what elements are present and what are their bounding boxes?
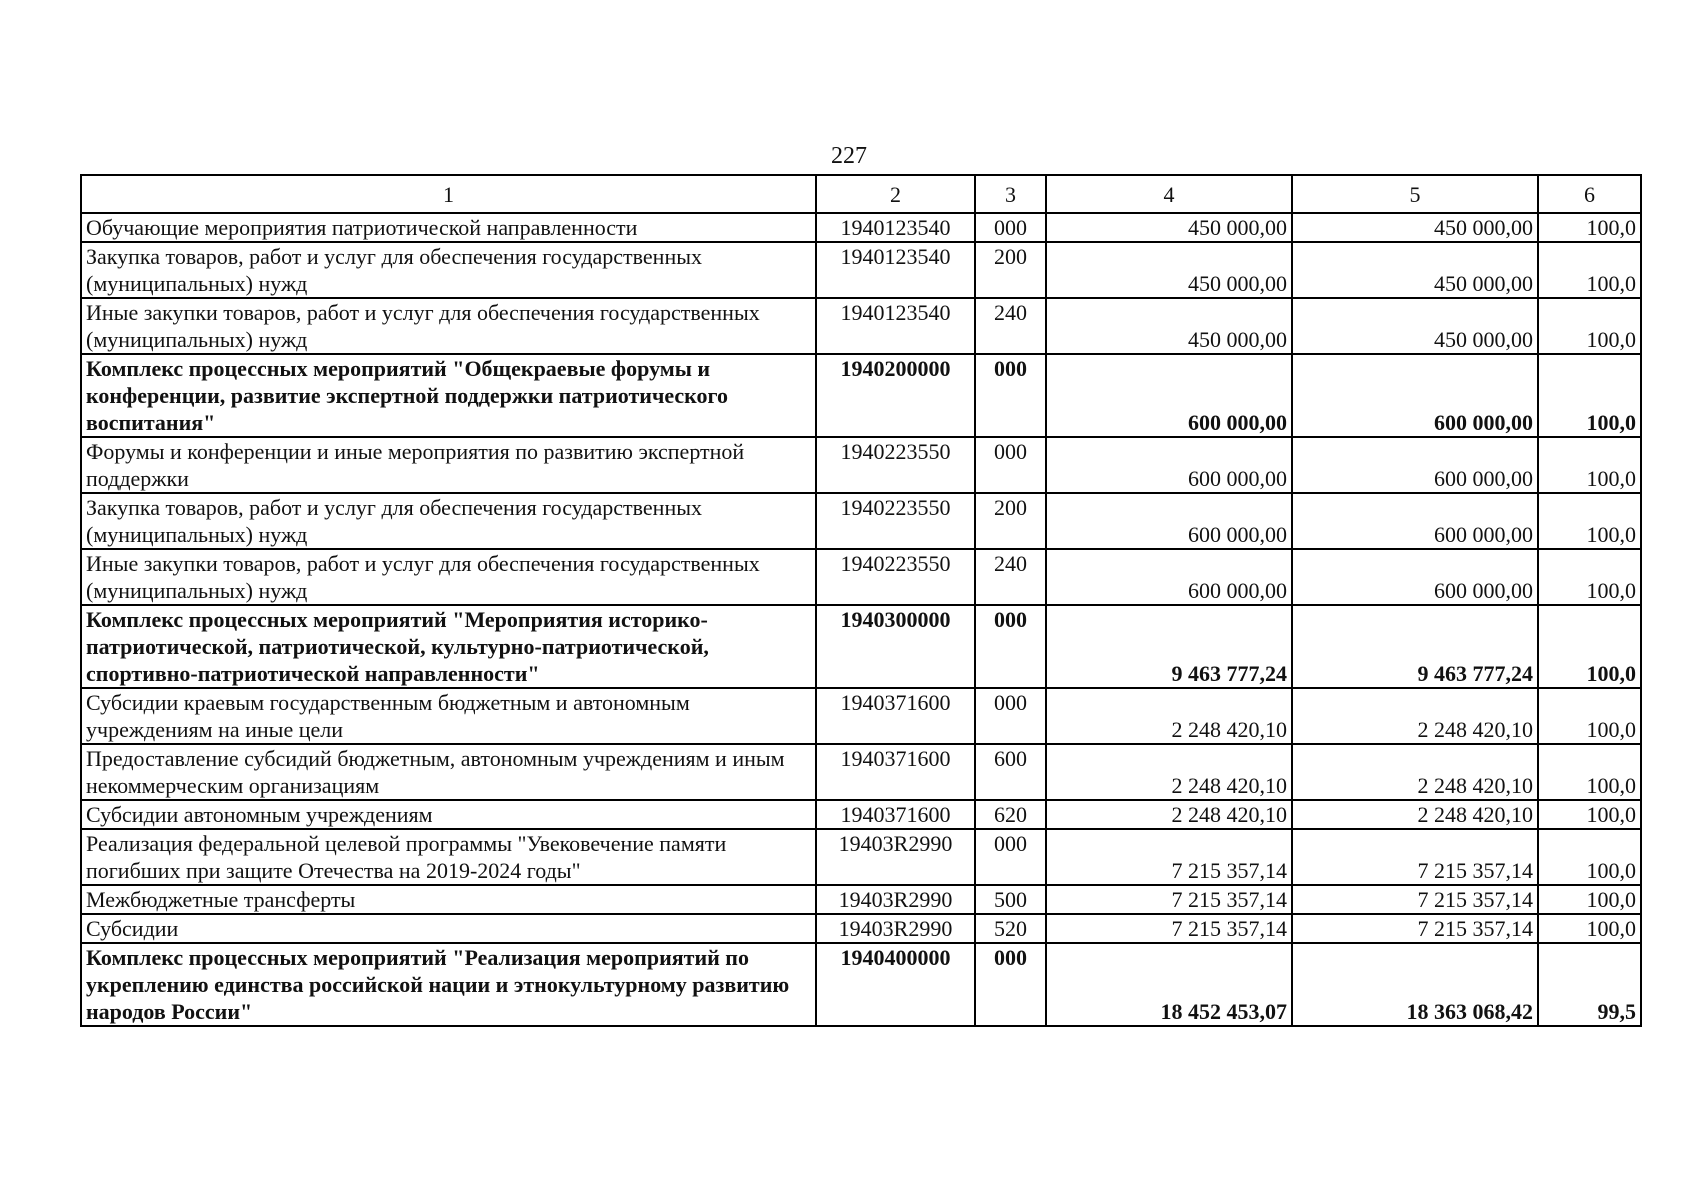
row-execution-percent: 100,0 xyxy=(1538,493,1641,549)
row-expense-type-code: 500 xyxy=(975,885,1046,914)
row-execution-percent: 100,0 xyxy=(1538,914,1641,943)
row-planned-amount: 7 215 357,14 xyxy=(1046,829,1292,885)
row-target-article-code: 1940223550 xyxy=(816,437,975,493)
table-row xyxy=(81,943,1641,1026)
table-row xyxy=(81,354,1641,437)
header-col-1: 1 xyxy=(81,175,816,213)
table-row xyxy=(81,605,1641,688)
table-row xyxy=(81,800,1641,829)
header-col-2: 2 xyxy=(816,175,975,213)
header-col-6: 6 xyxy=(1538,175,1641,213)
row-execution-percent: 100,0 xyxy=(1538,437,1641,493)
row-name-cell: Субсидии краевым государственным бюджетным и автономным учреждениям на иные цели xyxy=(81,688,816,744)
row-planned-amount: 2 248 420,10 xyxy=(1046,800,1292,829)
row-name-cell: Иные закупки товаров, работ и услуг для обеспечения государственных (муниципальных) нужд xyxy=(81,549,816,605)
row-name-cell: Комплекс процессных мероприятий "Общекраевые форумы и конференции, развитие экспертной поддержки патриотического воспитания" xyxy=(81,354,816,437)
row-expense-type-code: 000 xyxy=(975,354,1046,437)
row-name-cell: Межбюджетные трансферты xyxy=(81,885,816,914)
row-name-cell: Субсидии автономным учреждениям xyxy=(81,800,816,829)
row-expense-type-code: 600 xyxy=(975,744,1046,800)
row-target-article-code: 1940123540 xyxy=(816,213,975,242)
row-executed-amount: 2 248 420,10 xyxy=(1292,800,1538,829)
row-planned-amount: 600 000,00 xyxy=(1046,437,1292,493)
row-expense-type-code: 000 xyxy=(975,605,1046,688)
header-col-3: 3 xyxy=(975,175,1046,213)
row-target-article-code: 1940371600 xyxy=(816,744,975,800)
row-execution-percent: 100,0 xyxy=(1538,298,1641,354)
row-expense-type-code: 000 xyxy=(975,688,1046,744)
row-planned-amount: 7 215 357,14 xyxy=(1046,885,1292,914)
row-planned-amount: 450 000,00 xyxy=(1046,242,1292,298)
row-executed-amount: 2 248 420,10 xyxy=(1292,688,1538,744)
row-name-cell: Форумы и конференции и иные мероприятия по развитию экспертной поддержки xyxy=(81,437,816,493)
row-target-article-code: 1940223550 xyxy=(816,493,975,549)
table-row xyxy=(81,885,1641,914)
row-target-article-code: 1940300000 xyxy=(816,605,975,688)
page-number: 227 xyxy=(831,143,867,169)
row-planned-amount: 450 000,00 xyxy=(1046,213,1292,242)
row-executed-amount: 600 000,00 xyxy=(1292,549,1538,605)
row-name-cell: Иные закупки товаров, работ и услуг для обеспечения государственных (муниципальных) нужд xyxy=(81,298,816,354)
row-execution-percent: 100,0 xyxy=(1538,605,1641,688)
row-expense-type-code: 240 xyxy=(975,549,1046,605)
row-execution-percent: 100,0 xyxy=(1538,213,1641,242)
table-row xyxy=(81,493,1641,549)
row-executed-amount: 2 248 420,10 xyxy=(1292,744,1538,800)
row-expense-type-code: 000 xyxy=(975,437,1046,493)
row-name-cell: Комплекс процессных мероприятий "Мероприятия историко-патриотической, патриотической, культурно-патриотической, спортивно-патриотической направленности" xyxy=(81,605,816,688)
table-header-row xyxy=(81,175,1641,213)
row-execution-percent: 99,5 xyxy=(1538,943,1641,1026)
row-executed-amount: 7 215 357,14 xyxy=(1292,885,1538,914)
row-executed-amount: 9 463 777,24 xyxy=(1292,605,1538,688)
row-execution-percent: 100,0 xyxy=(1538,688,1641,744)
row-target-article-code: 1940123540 xyxy=(816,298,975,354)
row-planned-amount: 7 215 357,14 xyxy=(1046,914,1292,943)
row-target-article-code: 1940400000 xyxy=(816,943,975,1026)
row-expense-type-code: 200 xyxy=(975,493,1046,549)
table-row xyxy=(81,549,1641,605)
row-execution-percent: 100,0 xyxy=(1538,829,1641,885)
row-executed-amount: 7 215 357,14 xyxy=(1292,829,1538,885)
row-name-cell: Обучающие мероприятия патриотической направленности xyxy=(81,213,816,242)
row-planned-amount: 600 000,00 xyxy=(1046,549,1292,605)
row-target-article-code: 19403R2990 xyxy=(816,885,975,914)
row-expense-type-code: 620 xyxy=(975,800,1046,829)
table-row xyxy=(81,914,1641,943)
row-executed-amount: 450 000,00 xyxy=(1292,242,1538,298)
table-row xyxy=(81,744,1641,800)
header-col-5: 5 xyxy=(1292,175,1538,213)
row-execution-percent: 100,0 xyxy=(1538,354,1641,437)
row-name-cell: Закупка товаров, работ и услуг для обеспечения государственных (муниципальных) нужд xyxy=(81,493,816,549)
row-planned-amount: 450 000,00 xyxy=(1046,298,1292,354)
table-row xyxy=(81,829,1641,885)
row-name-cell: Реализация федеральной целевой программы "Увековечение памяти погибших при защите Отечества на 2019-2024 годы" xyxy=(81,829,816,885)
row-executed-amount: 450 000,00 xyxy=(1292,298,1538,354)
row-expense-type-code: 200 xyxy=(975,242,1046,298)
row-executed-amount: 600 000,00 xyxy=(1292,354,1538,437)
row-executed-amount: 600 000,00 xyxy=(1292,437,1538,493)
row-name-cell: Предоставление субсидий бюджетным, автономным учреждениям и иным некоммерческим организациям xyxy=(81,744,816,800)
row-execution-percent: 100,0 xyxy=(1538,242,1641,298)
row-target-article-code: 1940223550 xyxy=(816,549,975,605)
row-name-cell: Субсидии xyxy=(81,914,816,943)
row-execution-percent: 100,0 xyxy=(1538,549,1641,605)
row-planned-amount: 18 452 453,07 xyxy=(1046,943,1292,1026)
row-expense-type-code: 240 xyxy=(975,298,1046,354)
table-row xyxy=(81,242,1641,298)
row-target-article-code: 1940123540 xyxy=(816,242,975,298)
row-planned-amount: 2 248 420,10 xyxy=(1046,744,1292,800)
table-row xyxy=(81,688,1641,744)
table-row xyxy=(81,437,1641,493)
row-execution-percent: 100,0 xyxy=(1538,885,1641,914)
row-target-article-code: 19403R2990 xyxy=(816,914,975,943)
row-expense-type-code: 000 xyxy=(975,213,1046,242)
row-target-article-code: 1940371600 xyxy=(816,688,975,744)
row-planned-amount: 9 463 777,24 xyxy=(1046,605,1292,688)
row-executed-amount: 7 215 357,14 xyxy=(1292,914,1538,943)
row-executed-amount: 18 363 068,42 xyxy=(1292,943,1538,1026)
row-planned-amount: 600 000,00 xyxy=(1046,354,1292,437)
row-target-article-code: 19403R2990 xyxy=(816,829,975,885)
row-name-cell: Комплекс процессных мероприятий "Реализация мероприятий по укреплению единства российской нации и этнокультурному развитию народов России" xyxy=(81,943,816,1026)
row-executed-amount: 600 000,00 xyxy=(1292,493,1538,549)
row-expense-type-code: 000 xyxy=(975,943,1046,1026)
row-execution-percent: 100,0 xyxy=(1538,800,1641,829)
row-planned-amount: 600 000,00 xyxy=(1046,493,1292,549)
row-name-cell: Закупка товаров, работ и услуг для обеспечения государственных (муниципальных) нужд xyxy=(81,242,816,298)
budget-execution-table xyxy=(80,174,1642,1027)
row-target-article-code: 1940200000 xyxy=(816,354,975,437)
row-expense-type-code: 000 xyxy=(975,829,1046,885)
row-executed-amount: 450 000,00 xyxy=(1292,213,1538,242)
row-target-article-code: 1940371600 xyxy=(816,800,975,829)
row-expense-type-code: 520 xyxy=(975,914,1046,943)
row-execution-percent: 100,0 xyxy=(1538,744,1641,800)
table-row xyxy=(81,213,1641,242)
header-col-4: 4 xyxy=(1046,175,1292,213)
row-planned-amount: 2 248 420,10 xyxy=(1046,688,1292,744)
table-row xyxy=(81,298,1641,354)
